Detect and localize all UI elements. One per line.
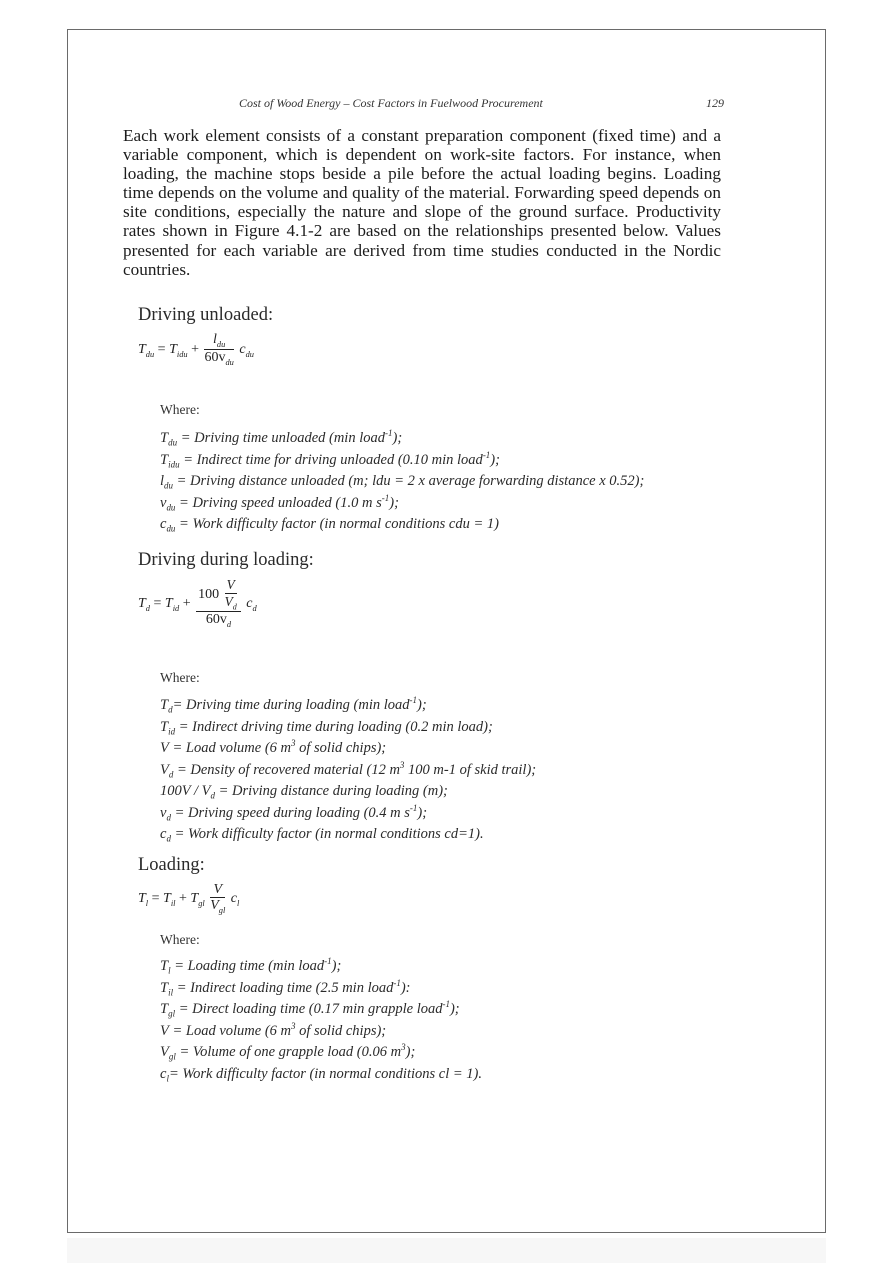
definition-line: $T_l$ = Loading time (min load$^{-1}$); <box>160 956 342 976</box>
definition-line: $T_{il}$ = Indirect loading time (2.5 min load$^{-1}$): <box>160 977 411 998</box>
page <box>67 29 826 1233</box>
equation-driving-during-loading: $T_d = T_{id}$ + 100 $\frac{V}{V_d}$ $60v_d$ $c_d$ <box>138 577 257 630</box>
equation-loading: $T_l = T_{il} + T_{gl}$ $\frac{V}{V_{gl}}$ $c_l$ <box>138 882 240 916</box>
definition-line: $100V / V_d$ = Driving distance during loading (m); <box>160 782 448 801</box>
definition-line: $v_{du}$ = Driving speed unloaded (1.0 m $s^{-1}$); <box>160 492 399 513</box>
where-label-2: Where: <box>160 670 200 685</box>
definition-line: $T_{id}$ = Indirect driving time during loading (0.2 min load); <box>160 718 493 737</box>
definition-line: $T_{gl}$ = Direct loading time (0.17 min grapple load$^{-1}$); <box>160 999 460 1019</box>
definitions-driving-during-loading <box>160 695 536 846</box>
definition-line: $v_d$ = Driving speed during loading (0.4 m $s^{-1}$); <box>160 802 428 823</box>
section-title-driving-unloaded: Driving unloaded: <box>138 305 274 325</box>
definition-line: $T_{du}$ = Driving time unloaded (min load$^{-1}$); <box>160 428 403 448</box>
page-bottom-margin <box>67 1238 826 1263</box>
definition-line: $T_{idu}$ = Indirect time for driving unloaded (0.10 min load$^{-1}$); <box>160 449 500 470</box>
running-header-title: Cost of Wood Energy – Cost Factors in Fuelwood Procurement <box>239 96 543 110</box>
definition-line: $T_d=$ Driving time during loading (min load$^{-1}$); <box>160 695 427 715</box>
definition-line: $c_l=$ Work difficulty factor (in normal conditions cl = 1). <box>160 1065 482 1084</box>
definition-line: $V_{gl}$ = Volume of one grapple load (0.06 $m^3$); <box>160 1042 416 1062</box>
definition-line: V = Load volume (6 $m^3$ of solid chips); <box>160 738 387 756</box>
section-title-driving-during-loading: Driving during loading: <box>138 550 314 570</box>
body-paragraph: Each work element consists of a constant preparation component (fixed time) and a variable component, which is dependent on work-site factors. For instance, when loading, the machine stops beside a pile before the actual loading begins. Loading time depends on the volume and quality of the material. Forwarding speed depends on site conditions, especially the nature and slope of the ground surface. Productivity rates shown in Figure 4.1-2 are based on the relationships presented below. Values presented for each variable are derived from time studies conducted in the Nordic countries. <box>123 126 721 279</box>
definition-line: $l_{du}$ = Driving distance unloaded (m; ldu = 2 x average forwarding distance x 0.52); <box>160 472 645 491</box>
definitions-driving-unloaded <box>160 428 644 536</box>
equation-driving-unloaded: $T_{du} = T_{idu}$ + $\frac{l_{du}}{60v_{du}}$ $c_{du}$ <box>138 332 254 367</box>
page-number: 129 <box>706 96 724 110</box>
where-label-1: Where: <box>160 402 200 417</box>
definition-line: V = Load volume (6 $m^3$ of solid chips); <box>160 1020 387 1039</box>
definition-line: $c_d$ = Work difficulty factor (in normal conditions cd=1). <box>160 825 484 844</box>
definition-line-cropped: $c_{du}$ = Work difficulty factor (in normal conditions cdu = 1) <box>160 515 499 534</box>
where-label-3: Where: <box>160 932 200 947</box>
section-title-loading: Loading: <box>138 855 205 875</box>
definition-line: $V_d$ = Density of recovered material (12 $m^3$ 100 m-1 of skid trail); <box>160 759 537 780</box>
definitions-loading <box>160 956 482 1085</box>
